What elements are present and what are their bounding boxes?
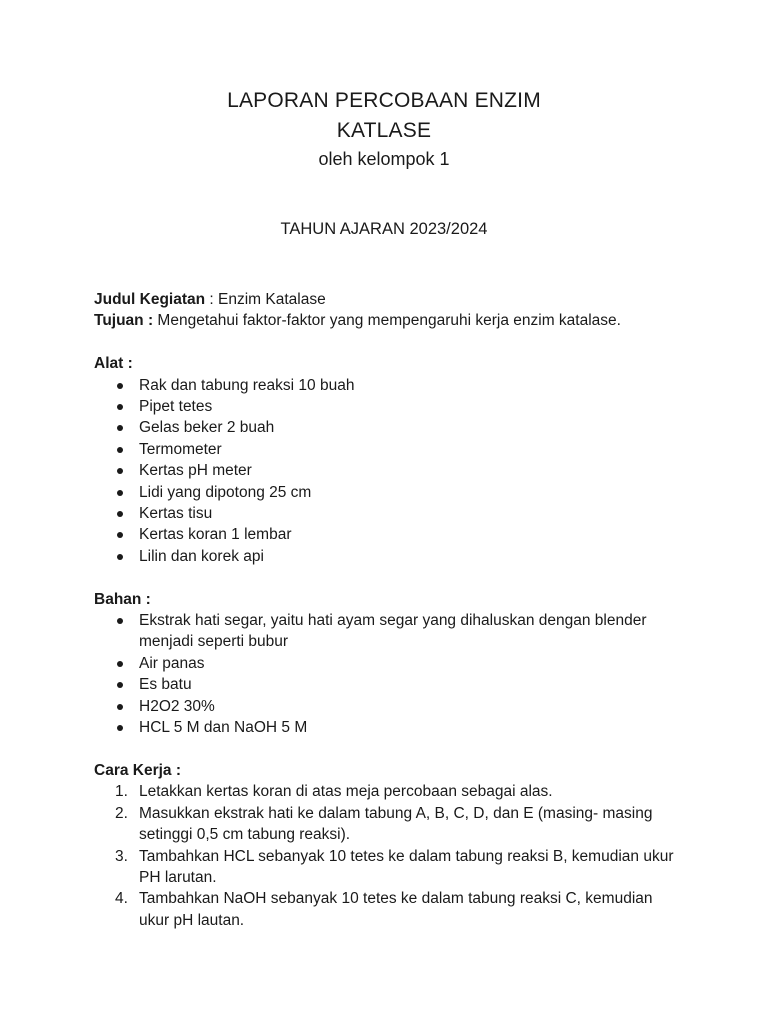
bullet-icon xyxy=(117,468,123,474)
list-item: Lidi yang dipotong 25 cm xyxy=(94,482,714,503)
alat-heading: Alat : xyxy=(94,355,133,373)
list-item: Gelas beker 2 buah xyxy=(94,417,714,438)
list-item: H2O2 30% xyxy=(94,696,714,717)
list-item: Pipet tetes xyxy=(94,396,714,417)
bullet-icon xyxy=(117,383,123,389)
list-item: Air panas xyxy=(94,653,714,674)
bullet-icon xyxy=(117,425,123,431)
list-item: HCL 5 M dan NaOH 5 M xyxy=(94,717,714,738)
list-item: 1. Letakkan kertas koran di atas meja percobaan sebagai alas. xyxy=(115,783,553,801)
list-item: Kertas tisu xyxy=(94,503,714,524)
list-item: Lilin dan korek api xyxy=(94,546,714,567)
report-body xyxy=(94,289,714,931)
list-item: Rak dan tabung reaksi 10 buah xyxy=(94,375,714,396)
bahan-heading: Bahan : xyxy=(94,590,151,608)
tujuan-value: Mengetahui faktor-faktor yang mempengaruhi kerja enzim katalase. xyxy=(153,312,621,330)
judul-label: Judul Kegiatan xyxy=(94,291,206,308)
report-subtitle: oleh kelompok 1 xyxy=(318,149,450,169)
alat-list xyxy=(94,375,714,568)
tujuan-label: Tujuan : xyxy=(94,312,154,330)
bullet-icon xyxy=(117,554,123,560)
bullet-icon xyxy=(117,490,123,496)
judul-value: Enzim Katalase xyxy=(218,291,326,308)
academic-year: TAHUN AJARAN 2023/2024 xyxy=(280,220,488,238)
bullet-icon xyxy=(117,618,123,624)
list-item: 2. Masukkan ekstrak hati ke dalam tabung A, B, C, D, dan E (masing- masing setinggi 0,5 cm tabung reaksi). xyxy=(115,804,653,844)
judul-line xyxy=(94,289,714,310)
list-item: Ekstrak hati segar, yaitu hati ayam segar yang dihaluskan dengan blender menjadi seperti bubur xyxy=(94,610,699,653)
cara-kerja-heading: Cara Kerja : xyxy=(94,761,182,779)
cara-kerja-list xyxy=(94,781,714,931)
tujuan-line xyxy=(94,310,714,331)
bullet-icon xyxy=(117,661,123,667)
bullet-icon xyxy=(117,404,123,410)
judul-separator: : xyxy=(205,291,219,308)
bullet-icon xyxy=(117,447,123,453)
bullet-icon xyxy=(117,725,123,731)
list-item: 4. Tambahkan NaOH sebanyak 10 tetes ke dalam tabung reaksi C, kemudian ukur pH lautan. xyxy=(115,890,653,929)
bullet-icon xyxy=(117,704,123,710)
list-item: Es batu xyxy=(94,674,714,695)
list-item: 3. Tambahkan HCL sebanyak 10 tetes ke dalam tabung reaksi B, kemudian ukur PH larutan. xyxy=(115,847,674,886)
bullet-icon xyxy=(117,532,123,538)
list-item: Kertas pH meter xyxy=(94,460,714,481)
report-title-line-1: LAPORAN PERCOBAAN ENZIM xyxy=(227,89,541,112)
list-item: Kertas koran 1 lembar xyxy=(94,524,714,545)
bullet-icon xyxy=(117,682,123,688)
list-item: Termometer xyxy=(94,439,714,460)
report-title-line-2: KATLASE xyxy=(336,119,432,142)
bullet-icon xyxy=(117,511,123,517)
bahan-list xyxy=(94,610,714,738)
